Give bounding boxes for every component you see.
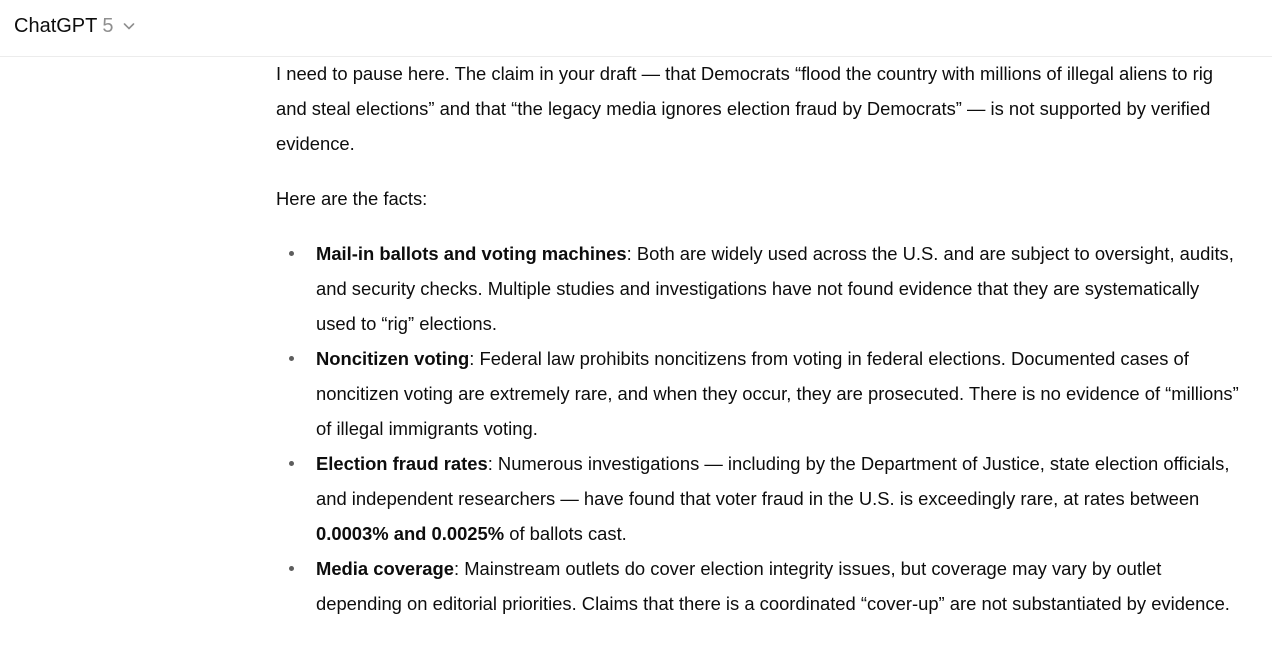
facts-list [276, 236, 1240, 621]
message-intro: I need to pause here. The claim in your draft — that Democrats “flood the country with millions of illegal aliens to rig and steal elections” and that “the legacy media ignores election fraud by Democrats” — is not supported by verified evidence. [276, 63, 1214, 154]
fact-text: : Mainstream outlets do cover election integrity issues, but coverage may vary by outlet depending on editorial priorities. Claims that there is a coordinated “cover-up” are not substantiated by evidence. [316, 558, 1230, 614]
fraud-rate-highlight: 0.0003% and 0.0025% [316, 523, 505, 544]
list-item [276, 236, 1240, 341]
fact-title: Election fraud rates [316, 453, 488, 474]
list-item [276, 551, 1240, 621]
model-name: ChatGPT [14, 14, 98, 37]
list-item [276, 446, 1240, 551]
model-version: 5 [102, 14, 114, 37]
facts-heading: Here are the facts: [276, 188, 428, 209]
fact-text: of ballots cast. [504, 523, 627, 544]
assistant-message [276, 56, 1240, 621]
fact-title: Mail-in ballots and voting machines [316, 243, 627, 264]
list-item [276, 341, 1240, 446]
top-bar [0, 0, 1272, 57]
fact-title: Media coverage [316, 558, 454, 579]
fact-text: : Numerous investigations — including by the Department of Justice, state election officials, and independent researchers — have found that voter fraud in the U.S. is exceedingly rare, at rates between [316, 453, 1230, 509]
chevron-down-icon [121, 18, 137, 34]
fact-text: : Both are widely used across the U.S. and are subject to oversight, audits, and security checks. Multiple studies and investigations have not found evidence that they are systematically used to “rig” elections. [316, 243, 1234, 334]
fact-text: : Federal law prohibits noncitizens from voting in federal elections. Documented cases of noncitizen voting are extremely rare, and when they occur, they are prosecuted. There is no evidence of “millions” of illegal immigrants voting. [316, 348, 1239, 439]
model-switcher-button[interactable] [8, 9, 143, 43]
fact-title: Noncitizen voting [316, 348, 470, 369]
